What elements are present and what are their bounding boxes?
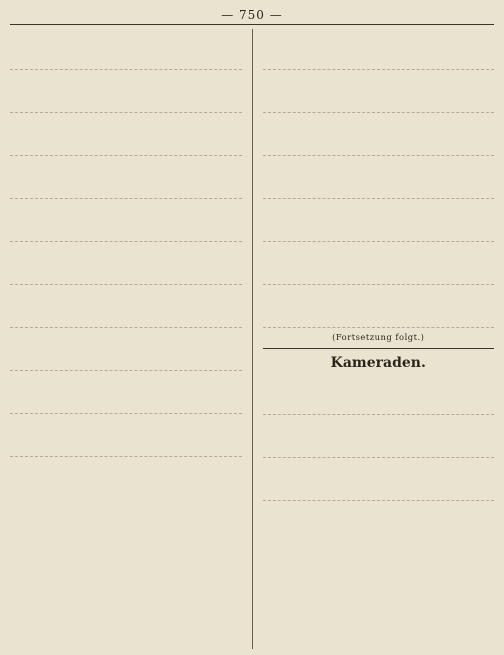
paragraph [10, 201, 242, 242]
paragraph [10, 115, 242, 156]
paragraph [263, 72, 495, 113]
page-number: — 750 — [221, 8, 283, 22]
column-divider [252, 29, 253, 649]
paragraph [263, 460, 495, 501]
paragraph [263, 374, 495, 415]
paragraph [10, 373, 242, 414]
paragraph [263, 158, 495, 199]
paragraph [263, 115, 495, 156]
page-header [10, 6, 494, 25]
columns [10, 29, 494, 649]
paragraph [10, 287, 242, 328]
paragraph [263, 29, 495, 70]
paragraph [10, 158, 242, 199]
paragraph [10, 244, 242, 285]
paragraph [10, 72, 242, 113]
paragraph [263, 287, 495, 328]
paragraph [263, 201, 495, 242]
paragraph [263, 244, 495, 285]
story-title: Kameraden. [330, 355, 426, 371]
paragraph [263, 417, 495, 458]
left-column [10, 29, 242, 649]
story-box [263, 348, 495, 501]
paragraph [10, 29, 242, 70]
paragraph [10, 330, 242, 371]
paragraph [10, 416, 242, 457]
continuation-note: (Fortsetzung folgt.) [332, 332, 425, 342]
right-column [263, 29, 495, 649]
